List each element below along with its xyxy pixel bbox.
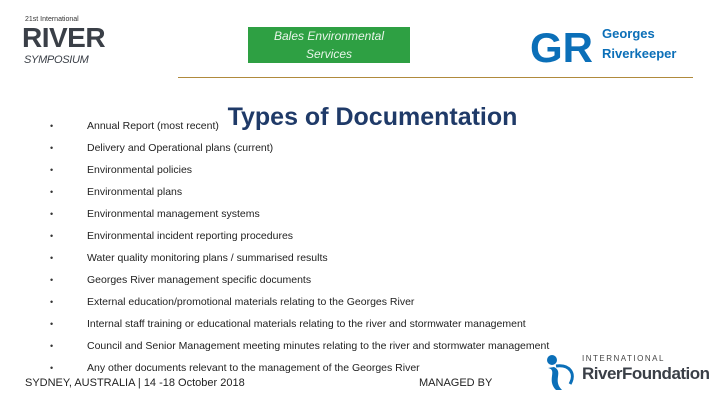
page-title: Types of Documentation — [227, 102, 518, 131]
list-item-text: Environmental management systems — [87, 208, 260, 220]
bullet-marker: • — [50, 253, 54, 263]
list-item — [50, 250, 610, 272]
bullet-marker: • — [50, 319, 54, 329]
list-item-text: Council and Senior Management meeting minutes relating to the river and stormwater management — [87, 340, 550, 352]
bullet-marker: • — [50, 297, 54, 307]
riverfoundation-icon — [540, 352, 580, 392]
bullet-marker: • — [50, 209, 54, 219]
list-item — [50, 118, 610, 140]
bullet-marker: • — [50, 187, 54, 197]
list-item — [50, 228, 610, 250]
irf-small-text: INTERNATIONAL — [582, 354, 665, 363]
list-item-text: Water quality monitoring plans / summarised results — [87, 252, 328, 264]
logo-georges-text: Georges — [602, 26, 655, 41]
logo-line-2: Services — [305, 47, 352, 61]
irf-big-text: RiverFoundation — [582, 364, 710, 383]
international-riverfoundation-logo — [540, 352, 710, 392]
list-item — [50, 294, 610, 316]
list-item-text: Delivery and Operational plans (current) — [87, 142, 274, 154]
list-item — [50, 140, 610, 162]
header-divider — [178, 77, 693, 78]
list-item — [50, 272, 610, 294]
list-item-text: Environmental policies — [87, 164, 193, 176]
logo-sub-text: SYMPOSIUM — [24, 54, 89, 66]
bullet-marker: • — [50, 231, 54, 241]
river-symposium-logo — [22, 16, 112, 72]
georges-riverkeeper-logo — [522, 22, 692, 70]
list-item — [50, 162, 610, 184]
footer-location-date: SYDNEY, AUSTRALIA | 14 -18 October 2018 — [25, 377, 245, 389]
list-item — [50, 338, 610, 360]
logo-big-text: RIVER — [22, 22, 106, 53]
bullet-marker: • — [50, 275, 54, 285]
gr-mark-icon — [522, 22, 602, 70]
gr-mark-text: GR — [530, 24, 593, 70]
footer-managed-by: MANAGED BY — [419, 377, 493, 389]
list-item-text: Any other documents relevant to the management of the Georges River — [87, 362, 420, 374]
list-item-text: Internal staff training or educational materials relating to the river and stormwater management — [87, 318, 526, 330]
list-item — [50, 206, 610, 228]
bullet-marker: • — [50, 143, 54, 153]
bullet-marker: • — [50, 165, 54, 175]
list-item — [50, 184, 610, 206]
bales-environmental-logo — [248, 27, 410, 63]
bullet-marker: • — [50, 341, 54, 351]
list-item-text: Annual Report (most recent) — [87, 120, 219, 132]
logo-line-1: Bales Environmental — [273, 29, 385, 43]
list-item-text: Environmental plans — [87, 186, 183, 198]
documentation-list — [50, 118, 610, 382]
bullet-marker: • — [50, 363, 54, 373]
logo-riverkeeper-text: Riverkeeper — [602, 46, 677, 61]
list-item — [50, 316, 610, 338]
list-item-text: External education/promotional materials relating to the Georges River — [87, 296, 415, 308]
logo-small-text: 21st International — [25, 16, 79, 23]
list-item-text: Georges River management specific documents — [87, 274, 312, 286]
bullet-marker: • — [50, 121, 54, 131]
list-item-text: Environmental incident reporting procedures — [87, 230, 294, 242]
